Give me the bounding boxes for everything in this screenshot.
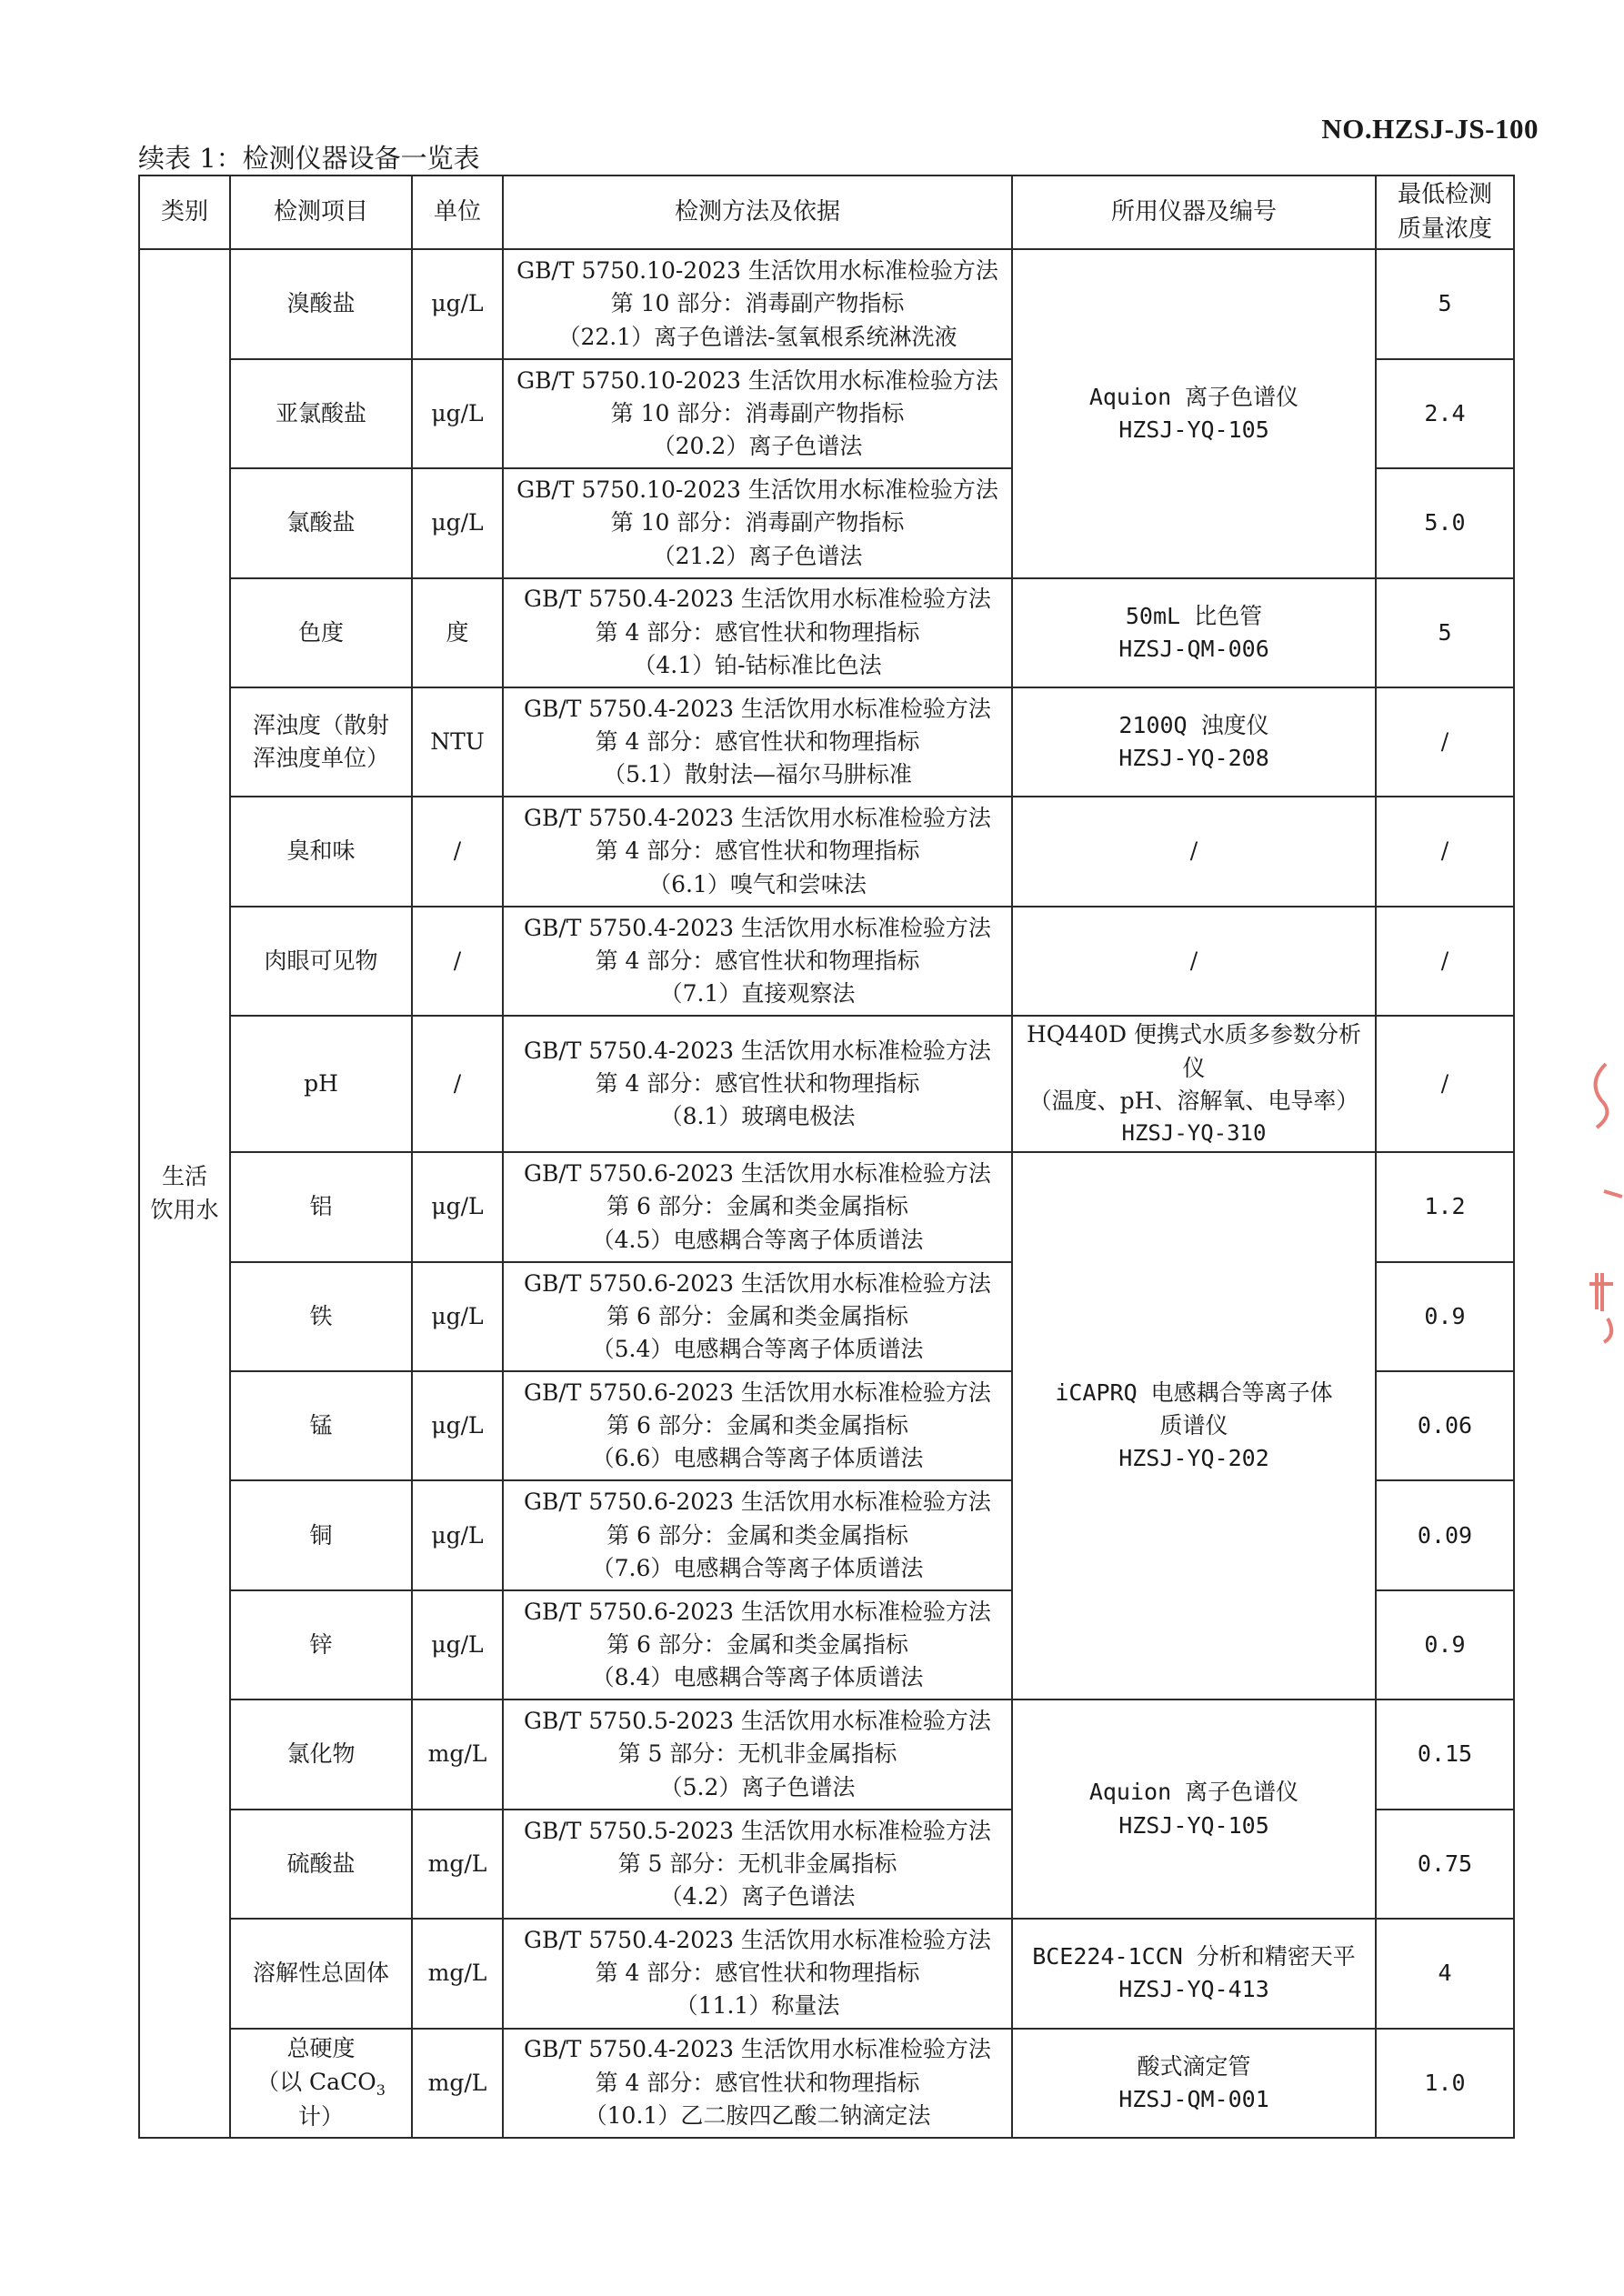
instrument-line: HZSJ-YQ-310: [1121, 1120, 1267, 1147]
method-line: GB/T 5750.6-2023 生活饮用水标准检验方法: [524, 1269, 991, 1297]
instrument-cell: [1012, 1016, 1376, 1152]
method-line: GB/T 5750.5-2023 生活饮用水标准检验方法: [524, 1817, 991, 1844]
item-cell: 锰: [230, 1371, 412, 1480]
item-line: 浑浊度（散射: [252, 711, 389, 738]
item-cell: 锌: [230, 1590, 412, 1699]
item-cell: [230, 687, 412, 797]
method-cell: [503, 249, 1012, 358]
instrument-cell: [1012, 1919, 1376, 2028]
method-line: （20.2）离子色谱法: [652, 433, 863, 460]
method-line: GB/T 5750.10-2023 生活饮用水标准检验方法: [516, 476, 998, 504]
instrument-line: BCE224-1CCN 分析和精密天平: [1032, 1943, 1356, 1970]
method-line: GB/T 5750.4-2023 生活饮用水标准检验方法: [524, 2036, 991, 2063]
header-category: 类别: [139, 175, 230, 249]
method-line: （10.1）乙二胺四乙酸二钠滴定法: [584, 2101, 931, 2129]
instrument-line: HQ440D 便携式水质多参数分析仪: [1026, 1021, 1361, 1081]
instrument-line: （温度、pH、溶解氧、电导率）: [1028, 1087, 1359, 1114]
method-line: （5.4）电感耦合等离子体质谱法: [591, 1336, 924, 1362]
min-concentration-cell: 0.09: [1376, 1480, 1514, 1589]
method-line: GB/T 5750.6-2023 生活饮用水标准检验方法: [524, 1598, 991, 1625]
unit-cell: μg/L: [412, 1590, 503, 1699]
min-concentration-cell: 1.0: [1376, 2029, 1514, 2138]
instrument-line: HZSJ-YQ-413: [1118, 1976, 1269, 2003]
item-cell: 肉眼可见物: [230, 907, 412, 1016]
method-line: （11.1）称量法: [675, 1992, 840, 2020]
instrument-cell: [1012, 249, 1376, 577]
method-line: （6.1）嗅气和尝味法: [648, 870, 867, 897]
min-concentration-cell: 5: [1376, 249, 1514, 358]
method-line: （5.1）散射法—福尔马肼标准: [603, 761, 912, 788]
method-cell: [503, 907, 1012, 1016]
item-cell: 臭和味: [230, 797, 412, 906]
method-line: GB/T 5750.6-2023 生活饮用水标准检验方法: [524, 1160, 991, 1188]
item-cell: 色度: [230, 578, 412, 687]
table-row: [139, 1699, 1514, 1809]
unit-cell: mg/L: [412, 1699, 503, 1809]
unit-cell: μg/L: [412, 359, 503, 468]
instrument-line: 2100Q 浊度仪: [1118, 711, 1269, 738]
instrument-line: 质谱仪: [1159, 1412, 1228, 1439]
min-concentration-cell: /: [1376, 687, 1514, 797]
method-line: （5.2）离子色谱法: [659, 1773, 856, 1800]
instrument-line: 酸式滴定管: [1137, 2052, 1251, 2080]
header-method: 检测方法及依据: [503, 175, 1012, 249]
method-cell: [503, 359, 1012, 468]
method-cell: [503, 468, 1012, 577]
seal-stamp: [1569, 1046, 1624, 1391]
method-cell: [503, 1919, 1012, 2028]
table-row: [139, 578, 1514, 687]
instrument-cell: [1012, 578, 1376, 687]
method-line: （4.2）离子色谱法: [659, 1883, 856, 1910]
method-cell: [503, 1016, 1012, 1152]
unit-cell: μg/L: [412, 249, 503, 358]
instrument-line: iCAPRQ 电感耦合等离子体: [1055, 1379, 1333, 1406]
header-item: 检测项目: [230, 175, 412, 249]
method-line: 第 6 部分：金属和类金属指标: [606, 1302, 908, 1329]
unit-cell: μg/L: [412, 1262, 503, 1371]
instrument-cell: [1012, 687, 1376, 797]
method-line: GB/T 5750.10-2023 生活饮用水标准检验方法: [516, 366, 998, 394]
method-cell: [503, 1152, 1012, 1261]
item-cell: 溴酸盐: [230, 249, 412, 358]
method-cell: [503, 1371, 1012, 1480]
unit-cell: /: [412, 1016, 503, 1152]
unit-cell: mg/L: [412, 1919, 503, 2028]
table-row: [139, 249, 1514, 358]
min-concentration-cell: 0.15: [1376, 1699, 1514, 1809]
method-cell: [503, 687, 1012, 797]
unit-cell: μg/L: [412, 1371, 503, 1480]
method-line: GB/T 5750.6-2023 生活饮用水标准检验方法: [524, 1379, 991, 1406]
header-min-concentration: [1376, 175, 1514, 249]
method-line: 第 6 部分：金属和类金属指标: [606, 1521, 908, 1549]
method-line: GB/T 5750.4-2023 生活饮用水标准检验方法: [524, 586, 991, 613]
method-cell: [503, 1590, 1012, 1699]
unit-cell: μg/L: [412, 1152, 503, 1261]
method-line: GB/T 5750.4-2023 生活饮用水标准检验方法: [524, 1926, 991, 1953]
item-line: 浑浊度单位）: [252, 745, 389, 772]
method-line: GB/T 5750.6-2023 生活饮用水标准检验方法: [524, 1489, 991, 1516]
header-unit: 单位: [412, 175, 503, 249]
method-line: （7.6）电感耦合等离子体质谱法: [591, 1554, 924, 1581]
header-min-line2: 质量浓度: [1397, 215, 1492, 243]
instrument-line: HZSJ-YQ-208: [1118, 745, 1269, 772]
header-instrument: 所用仪器及编号: [1012, 175, 1376, 249]
category-line2: 饮用水: [150, 1196, 219, 1223]
item-cell: [230, 2029, 412, 2138]
method-line: 第 10 部分：消毒副产物指标: [610, 290, 905, 317]
instrument-line: HZSJ-YQ-105: [1118, 416, 1269, 443]
method-line: 第 5 部分：无机非金属指标: [617, 1850, 897, 1877]
item-cell: 溶解性总固体: [230, 1919, 412, 2028]
instrument-line: HZSJ-QM-006: [1118, 635, 1269, 662]
table-row: [139, 2029, 1514, 2138]
table-row: [139, 1919, 1514, 2028]
instrument-line: Aquion 离子色谱仪: [1088, 383, 1299, 410]
method-line: （22.1）离子色谱法-氢氧根系统淋洗液: [557, 323, 957, 350]
table-row: [139, 687, 1514, 797]
min-concentration-cell: /: [1376, 907, 1514, 1016]
method-line: 第 4 部分：感官性状和物理指标: [595, 1960, 920, 1987]
table-row: [139, 1152, 1514, 1261]
method-line: 第 10 部分：消毒副产物指标: [610, 399, 905, 426]
method-cell: [503, 1480, 1012, 1589]
table-header-row: [139, 175, 1514, 249]
category-cell: [139, 249, 230, 2138]
method-line: 第 10 部分：消毒副产物指标: [610, 509, 905, 536]
method-line: 第 4 部分：感官性状和物理指标: [595, 1070, 920, 1098]
method-line: 第 4 部分：感官性状和物理指标: [595, 618, 920, 646]
unit-cell: NTU: [412, 687, 503, 797]
item-cell: 铝: [230, 1152, 412, 1261]
min-concentration-cell: 5.0: [1376, 468, 1514, 577]
min-concentration-cell: 0.9: [1376, 1590, 1514, 1699]
method-line: （8.4）电感耦合等离子体质谱法: [591, 1664, 924, 1691]
method-cell: [503, 797, 1012, 906]
method-line: （6.6）电感耦合等离子体质谱法: [591, 1445, 924, 1472]
method-cell: [503, 1699, 1012, 1809]
table-row: [139, 907, 1514, 1016]
unit-cell: mg/L: [412, 1810, 503, 1919]
min-concentration-cell: /: [1376, 1016, 1514, 1152]
instrument-line: HZSJ-YQ-105: [1118, 1811, 1269, 1839]
method-cell: [503, 1262, 1012, 1371]
header-min-line1: 最低检测: [1397, 181, 1492, 208]
item-cell: 亚氯酸盐: [230, 359, 412, 468]
method-line: （8.1）玻璃电极法: [659, 1103, 856, 1130]
item-cell: 氯酸盐: [230, 468, 412, 577]
instrument-cell: [1012, 1699, 1376, 1919]
min-concentration-cell: 5: [1376, 578, 1514, 687]
instrument-cell: [1012, 1152, 1376, 1699]
min-concentration-cell: 0.75: [1376, 1810, 1514, 1919]
table-row: [139, 797, 1514, 906]
table-row: [139, 1016, 1514, 1152]
method-line: （4.1）铂-钴标准比色法: [633, 651, 882, 678]
min-concentration-cell: /: [1376, 797, 1514, 906]
category-line1: 生活: [161, 1163, 207, 1190]
instrument-line: Aquion 离子色谱仪: [1088, 1779, 1299, 1806]
min-concentration-cell: 2.4: [1376, 359, 1514, 468]
method-line: 第 4 部分：感官性状和物理指标: [595, 837, 920, 865]
instrument-table: [138, 175, 1515, 2139]
method-line: 第 6 部分：金属和类金属指标: [606, 1193, 908, 1220]
instrument-cell: [1012, 2029, 1376, 2138]
method-line: GB/T 5750.4-2023 生活饮用水标准检验方法: [524, 1037, 991, 1064]
method-line: GB/T 5750.10-2023 生活饮用水标准检验方法: [516, 257, 998, 285]
item-cell: pH: [230, 1016, 412, 1152]
method-line: （4.5）电感耦合等离子体质谱法: [591, 1226, 924, 1253]
method-line: 第 4 部分：感官性状和物理指标: [595, 728, 920, 756]
method-line: GB/T 5750.4-2023 生活饮用水标准检验方法: [524, 805, 991, 832]
method-line: 第 5 部分：无机非金属指标: [617, 1740, 897, 1768]
table-caption: 续表 1：检测仪器设备一览表: [138, 143, 480, 174]
instrument-cell: /: [1012, 797, 1376, 906]
item-line: （以 CaCO$_3$计）: [256, 2068, 386, 2130]
method-cell: [503, 2029, 1012, 2138]
min-concentration-cell: 1.2: [1376, 1152, 1514, 1261]
method-line: 第 4 部分：感官性状和物理指标: [595, 2069, 920, 2096]
method-line: 第 6 部分：金属和类金属指标: [606, 1630, 908, 1658]
instrument-line: HZSJ-QM-001: [1118, 2085, 1269, 2112]
unit-cell: /: [412, 797, 503, 906]
method-line: GB/T 5750.4-2023 生活饮用水标准检验方法: [524, 914, 991, 941]
unit-cell: μg/L: [412, 1480, 503, 1589]
unit-cell: /: [412, 907, 503, 1016]
item-cell: 铜: [230, 1480, 412, 1589]
seal-stamp-marks: [1589, 1064, 1622, 1342]
instrument-line: HZSJ-YQ-202: [1118, 1445, 1269, 1472]
item-cell: 铁: [230, 1262, 412, 1371]
method-line: （21.2）离子色谱法: [652, 542, 863, 569]
method-line: GB/T 5750.5-2023 生活饮用水标准检验方法: [524, 1708, 991, 1735]
method-cell: [503, 1810, 1012, 1919]
item-cell: 硫酸盐: [230, 1810, 412, 1919]
unit-cell: mg/L: [412, 2029, 503, 2138]
item-cell: 氯化物: [230, 1699, 412, 1809]
method-line: 第 6 部分：金属和类金属指标: [606, 1412, 908, 1439]
item-line: 总硬度: [286, 2035, 356, 2062]
instrument-cell: /: [1012, 907, 1376, 1016]
min-concentration-cell: 0.9: [1376, 1262, 1514, 1371]
document-number: NO.HZSJ-JS-100: [1321, 113, 1539, 145]
method-line: （7.1）直接观察法: [659, 980, 856, 1008]
min-concentration-cell: 4: [1376, 1919, 1514, 2028]
unit-cell: μg/L: [412, 468, 503, 577]
unit-cell: 度: [412, 578, 503, 687]
method-line: GB/T 5750.4-2023 生活饮用水标准检验方法: [524, 695, 991, 722]
min-concentration-cell: 0.06: [1376, 1371, 1514, 1480]
instrument-line: 50mL 比色管: [1125, 602, 1263, 629]
method-line: 第 4 部分：感官性状和物理指标: [595, 947, 920, 974]
method-cell: [503, 578, 1012, 687]
